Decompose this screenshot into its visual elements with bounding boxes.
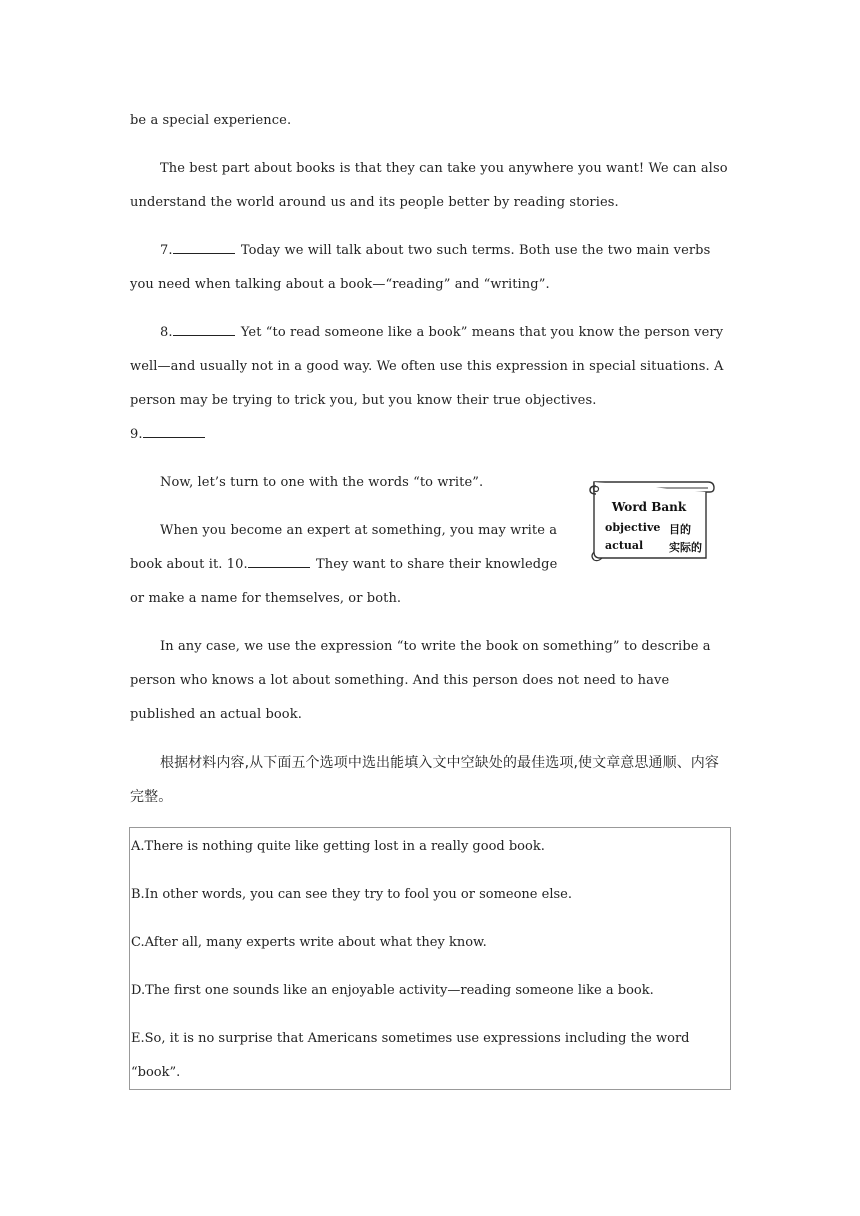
question-7-blank[interactable] — [173, 239, 235, 254]
option-c: C.After all, many experts write about what they know. — [131, 935, 487, 950]
instruction-text-content: 根据材料内容,从下面五个选项中选出能填入文中空缺处的最佳选项,使文章意思通顺、内容完整。 — [130, 755, 719, 805]
paragraph-expert-text-a: When you become an expert at something, you may write a book about it. 10. — [130, 523, 558, 572]
question-8-number: 8. — [160, 325, 173, 340]
instruction-text — [130, 746, 730, 814]
paragraph-any-case-text: In any case, we use the expression “to write the book on something” to describe a person who knows a lot about something. And this person does not need to have published an actual book. — [130, 639, 711, 722]
paragraph-expert — [130, 514, 570, 616]
word-bank-en: actual — [605, 539, 644, 552]
word-bank-cn: 实际的 — [669, 541, 702, 554]
question-9-blank[interactable] — [143, 423, 205, 438]
question-7-number: 7. — [160, 243, 173, 258]
option-b: B.In other words, you can see they try to fool you or someone else. — [131, 887, 572, 902]
question-9-number: 9. — [130, 427, 143, 442]
paragraph-best-part — [130, 152, 730, 220]
paragraph-now-text: Now, let’s turn to one with the words “to write”. — [160, 475, 484, 490]
question-7-text: Today we will talk about two such terms. Both use the two main verbs you need when talking about a book—“reading” and “writing”. — [130, 243, 711, 292]
paragraph-expert-text-b: They want to share their knowledge or make a name for themselves, or both. — [130, 557, 558, 606]
option-e: E.So, it is no surprise that Americans sometimes use expressions including the word “book”. — [131, 1031, 690, 1080]
word-bank-en: objective — [605, 521, 661, 534]
option-a: A.There is nothing quite like getting lost in a really good book. — [131, 839, 545, 854]
passage-line-top — [130, 104, 730, 138]
paragraph-q7 — [130, 234, 730, 302]
word-bank-title: Word Bank — [611, 500, 687, 514]
paragraph-best-part-text: The best part about books is that they can take you anywhere you want! We can also understand the world around us and its people better by reading stories. — [130, 161, 728, 210]
word-bank-entry — [605, 521, 691, 536]
paragraph-q8 — [130, 316, 730, 452]
question-8-blank[interactable] — [173, 321, 235, 336]
paragraph-now — [130, 466, 570, 500]
paragraph-any-case — [130, 630, 730, 732]
passage-line-top-text: be a special experience. — [130, 113, 292, 128]
question-10-blank[interactable] — [248, 553, 310, 568]
word-bank-entry — [605, 539, 702, 554]
word-bank-cn: 目的 — [669, 523, 691, 536]
word-bank-scroll — [586, 478, 716, 564]
option-d: D.The first one sounds like an enjoyable activity—reading someone like a book. — [131, 983, 654, 998]
options-box — [129, 827, 731, 1090]
question-8-text: Yet “to read someone like a book” means that you know the person very well—and usually not in a good way. We often use this expression in special situations. A person may be trying to trick you, but you know their true objectives. — [130, 325, 724, 408]
